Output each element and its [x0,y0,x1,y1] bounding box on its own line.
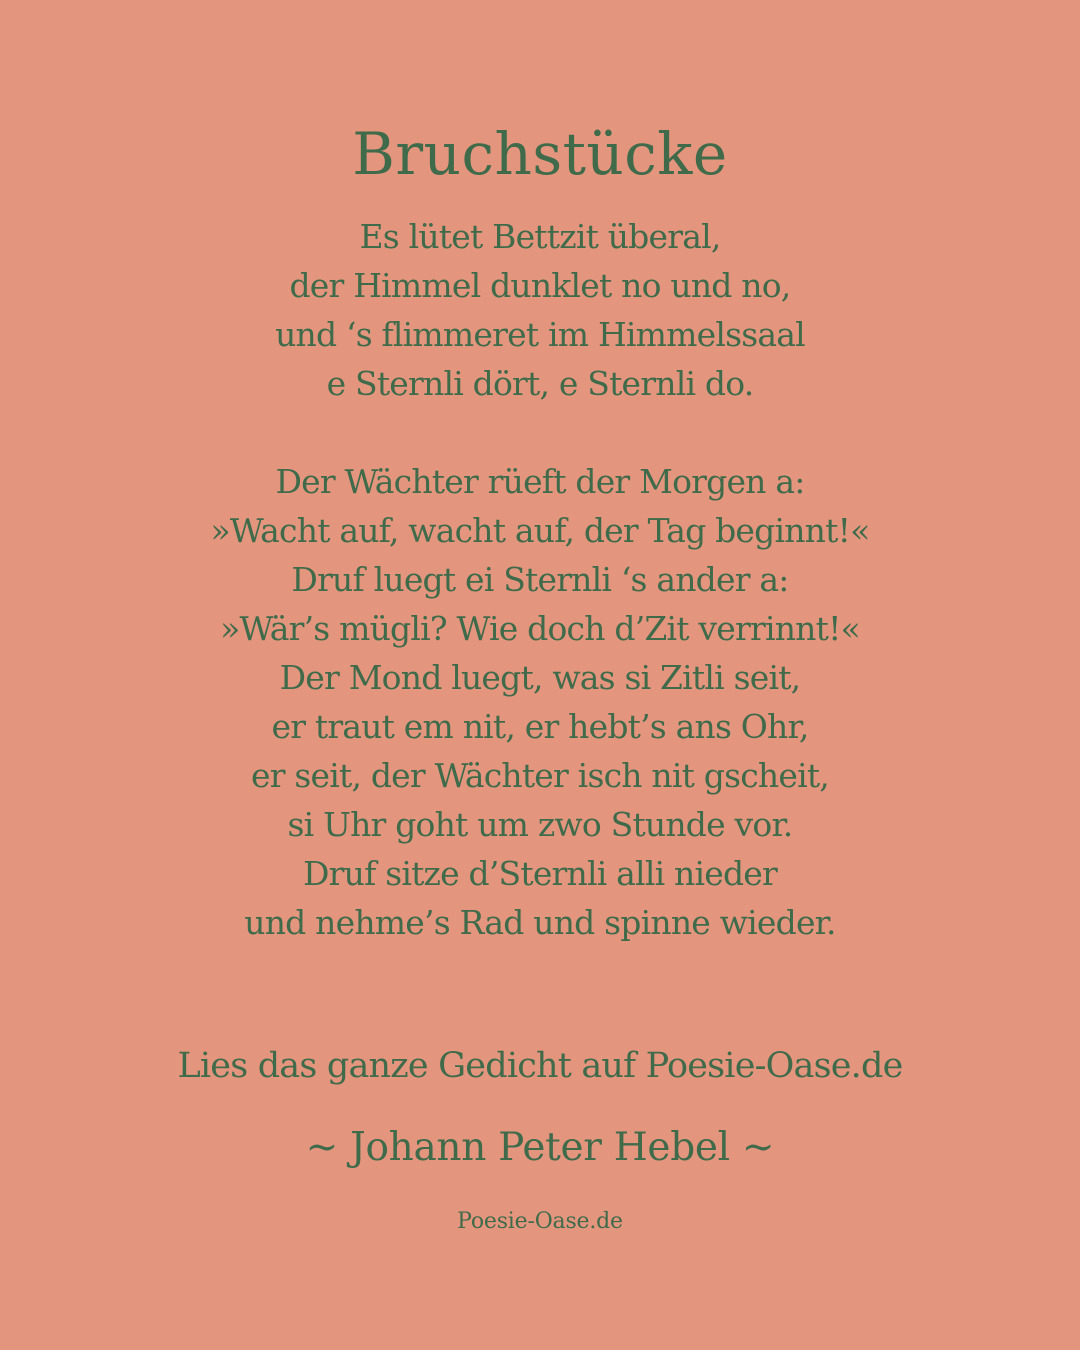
stanza-1 [0,212,1080,408]
read-full-poem-text: Lies das ganze Gedicht auf Poesie-Oase.de [177,1046,903,1086]
poem-line: e Sternli dört, e Sternli do. [326,364,754,403]
poem-line: Der Mond luegt, was si Zitli seit, [279,658,801,697]
poem-line: und ‘s flimmeret im Himmelssaal [275,315,805,354]
poem-line: er traut em nit, er hebt’s ans Ohr, [271,707,809,746]
poem-line: »Wär’s mügli? Wie doch d’Zit verrinnt!« [220,609,860,648]
poem-line: der Himmel dunklet no und no, [289,266,791,305]
poem-line: und nehme’s Rad und spinne wieder. [244,903,836,942]
poem-line: Es lütet Bettzit überal, [359,217,721,256]
poem-line: »Wacht auf, wacht auf, der Tag beginnt!« [210,511,870,550]
poem-line: Druf luegt ei Sternli ‘s ander a: [291,560,789,599]
poem-line: Druf sitze d’Sternli alli nieder [303,854,777,893]
author-name: ~ Johann Peter Hebel ~ [305,1125,775,1170]
poem-line: er seit, der Wächter isch nit gscheit, [251,756,829,795]
site-footer: Poesie-Oase.de [457,1209,623,1234]
poem-title: Bruchstücke [352,120,728,188]
poem-line: si Uhr goht um zwo Stunde vor. [287,805,793,844]
poem-line: Der Wächter rüeft der Morgen a: [275,462,805,501]
poem-body [0,212,1080,947]
stanza-2 [0,457,1080,947]
stanza-gap [0,408,1080,457]
